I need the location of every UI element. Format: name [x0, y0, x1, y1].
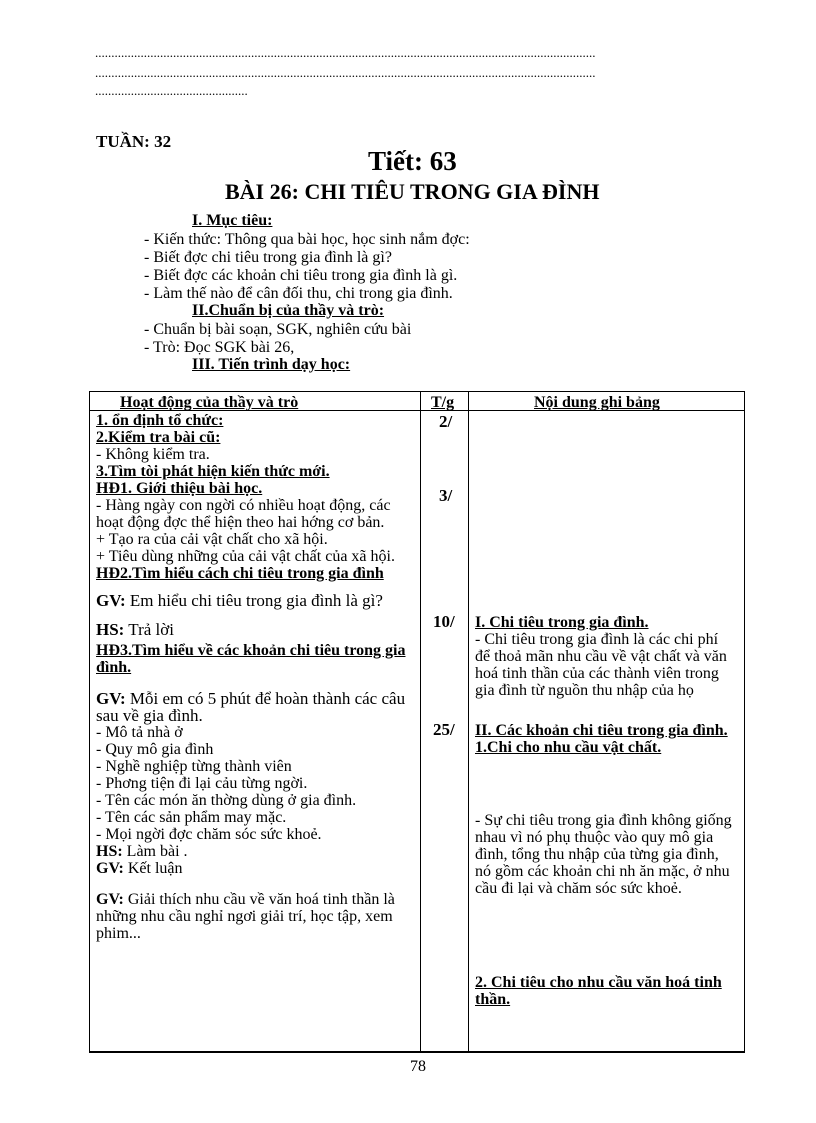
page-number: 78 — [410, 1058, 426, 1075]
time-value: 10/ — [433, 612, 455, 631]
objective-item: - Kiến thức: Thông qua bài học, học sinh nắm đợc: — [144, 231, 470, 248]
lesson-title: BÀI 26: CHI TIÊU TRONG GIA ĐÌNH — [225, 179, 600, 204]
speaker-label: HS: — [96, 843, 123, 860]
preparation-item: - Trò: Đọc SGK bài 26, — [144, 339, 295, 356]
activity-line: + Tiêu dùng những của cải vật chất của xã hội. — [96, 548, 395, 565]
activity-line: GV: Mỗi em có 5 phút để hoàn thành các câu sau về gia đình. — [96, 689, 406, 725]
dotted-line-1: .......................................................................................................................................................... — [95, 46, 596, 60]
header-activities: Hoạt động của thầy và trò — [120, 394, 299, 411]
time-value: 25/ — [433, 720, 455, 739]
bottom-divider — [90, 1051, 744, 1052]
speaker-label: GV: — [96, 860, 124, 877]
activity-line: GV: Kết luận — [96, 860, 183, 877]
speaker-label: GV: — [96, 591, 126, 610]
activity-line: - Tên các sản phẩm may mặc. — [96, 809, 287, 826]
speaker-label: GV: — [96, 891, 124, 908]
content-subheading: 2. Chi tiêu cho nhu cầu văn hoá tinh thần. — [475, 974, 722, 1008]
column-divider — [420, 392, 421, 1052]
content-section-2 — [475, 722, 737, 756]
objective-item: - Biết đợc các khoản chi tiêu trong gia đình là gì. — [144, 267, 458, 284]
dotted-line-2: .......................................................................................................................................................... — [95, 66, 596, 80]
content-section-4 — [475, 974, 737, 1008]
dotted-line-3: ............................................... — [95, 84, 248, 98]
period-title: Tiết: 63 — [368, 146, 457, 176]
content-heading: II. Các khoản chi tiêu trong gia đình. — [475, 722, 728, 739]
objective-item: - Làm thế nào để cân đối thu, chi trong gia đình. — [144, 285, 453, 302]
header-content: Nội dung ghi bảng — [534, 394, 660, 411]
process-heading: III. Tiến trình dạy học: — [192, 356, 351, 373]
activity-line: - Không kiểm tra. — [96, 446, 210, 463]
speaker-label: HS: — [96, 620, 125, 639]
activity-line: - Nghề nghiệp từng thành viên — [96, 758, 292, 775]
activity-line: - Hàng ngày con ngời có nhiều hoạt động, các hoạt động đợc thể hiện theo hai hớng cơ bản. — [96, 497, 391, 531]
time-value: 2/ — [439, 412, 453, 431]
activity-line: HĐ3.Tìm hiểu về các khoản chi tiêu trong gia đình. — [96, 642, 406, 676]
activity-line: - Phơng tiện đi lại cảu từng ngời. — [96, 775, 308, 792]
activity-line: HĐ2.Tìm hiểu cách chi tiêu trong gia đình — [96, 565, 384, 582]
activities-column — [96, 412, 414, 942]
activity-line: 1. ổn định tổ chức: — [96, 412, 224, 429]
activity-line: 2.Kiểm tra bài cũ: — [96, 429, 221, 446]
content-heading: I. Chi tiêu trong gia đình. — [475, 614, 649, 631]
preparation-item: - Chuẩn bị bài soạn, SGK, nghiên cứu bài — [144, 321, 412, 338]
content-section-3 — [475, 812, 737, 897]
speaker-label: GV: — [96, 689, 126, 708]
activity-line: - Tên các món ăn thờng dùng ở gia đình. — [96, 792, 357, 809]
content-section-1 — [475, 614, 737, 699]
column-divider — [468, 392, 469, 1052]
activity-line: - Mô tả nhà ở — [96, 724, 183, 741]
activity-line: HS: Trả lời — [96, 620, 174, 639]
activity-line: GV: Em hiểu chi tiêu trong gia đình là gì? — [96, 591, 383, 610]
activity-line: GV: Giải thích nhu cầu về văn hoá tinh thần là những nhu cầu nghỉ ngơi giải trí, học tập, xem phim... — [96, 891, 395, 942]
time-value: 3/ — [439, 486, 453, 505]
content-text: - Chi tiêu trong gia đình là các chi phí để thoả mãn nhu cầu về vật chất và văn hoá tinh thần của các thành viên trong gia đình từ nguồn thu nhập của họ — [475, 631, 727, 699]
header-time: T/g — [431, 394, 455, 411]
preparation-heading: II.Chuẩn bị của thầy và trò: — [192, 302, 385, 319]
activity-line: - Quy mô gia đình — [96, 741, 214, 758]
activity-line: + Tạo ra của cải vật chất cho xã hội. — [96, 531, 328, 548]
objectives-heading: I. Mục tiêu: — [192, 212, 273, 229]
lesson-table — [89, 391, 745, 1053]
activity-line: HĐ1. Giới thiệu bài học. — [96, 480, 263, 497]
activity-line: HS: Làm bài . — [96, 843, 188, 860]
activity-line: 3.Tìm tòi phát hiện kiến thức mới. — [96, 463, 330, 480]
content-subheading: 1.Chi cho nhu cầu vật chất. — [475, 739, 662, 756]
activity-line: - Mọi ngời đợc chăm sóc sức khoẻ. — [96, 826, 322, 843]
content-text: - Sự chi tiêu trong gia đình không giống nhau vì nó phụ thuộc vào quy mô gia đình, tổng thu nhập của từng gia đình, nó gồm các khoản chi nh ăn mặc, ở nhu cầu đi lại và chăm sóc sức khoẻ. — [475, 812, 732, 897]
week-label: TUẦN: 32 — [96, 132, 172, 151]
objective-item: - Biết đợc chi tiêu trong gia đình là gì? — [144, 249, 392, 266]
